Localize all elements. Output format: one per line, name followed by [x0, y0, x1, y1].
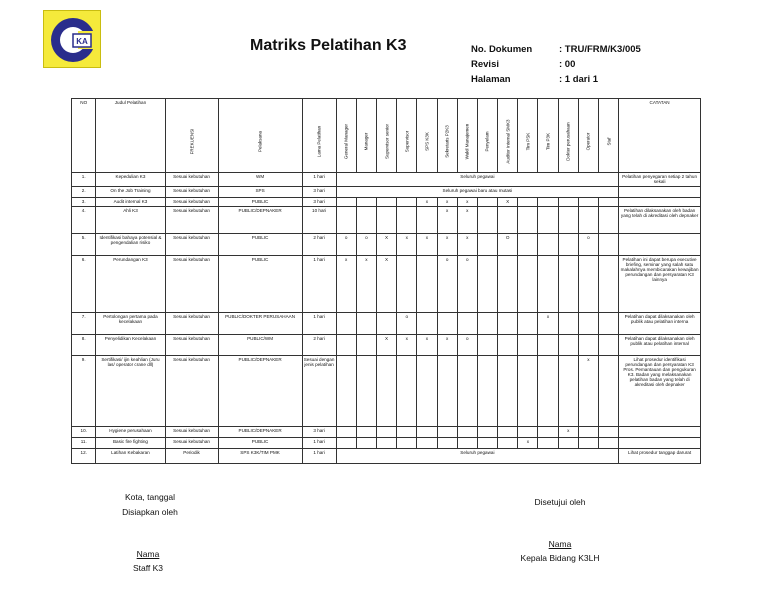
cell-mark: [477, 356, 497, 427]
cell-mark: [336, 427, 356, 438]
cell-lama: 3 hari: [302, 427, 336, 438]
table-row: [72, 356, 701, 427]
cell-mark: [437, 427, 457, 438]
table-row: [72, 234, 701, 256]
cell-mark: [417, 256, 437, 313]
cell-mark: [578, 335, 598, 356]
cell-frekuensi: Sesuai kebutuhan: [165, 207, 218, 234]
cell-judul: Penyelidikan Kecelakaan: [96, 335, 165, 356]
cell-mark: [437, 313, 457, 335]
cell-frekuensi: Sesuai kebutuhan: [165, 256, 218, 313]
cell-lama: 1 hari: [302, 173, 336, 187]
cell-no: 1.: [72, 173, 96, 187]
cell-mark: [417, 313, 437, 335]
cell-mark: [477, 335, 497, 356]
cell-mark: [397, 198, 417, 207]
cell-mark: [397, 207, 417, 234]
cell-pelaksana: WM: [218, 173, 302, 187]
cell-catatan: Lihat prosedur identifikasi perundangan dan persyaratan K3 Pros. Pemantauan dan pengukuran K3. Badan yang melaksanakan pelatihan badan yang telah di akreditasi oleh depnaker: [619, 356, 701, 427]
cell-mark: o: [356, 234, 376, 256]
cell-mark: [477, 427, 497, 438]
cell-frekuensi: Periodik: [165, 449, 218, 464]
cell-judul: Identifikasi bahaya potensial & pengendalian risiko: [96, 234, 165, 256]
cell-pelaksana: PUBLIC/DEPNAKER: [218, 207, 302, 234]
cell-mark: [538, 438, 558, 449]
table-body: [72, 173, 701, 464]
cell-lama: 1 hari: [302, 438, 336, 449]
cell-catatan: [619, 198, 701, 207]
cell-pelaksana: PUBLIC: [218, 438, 302, 449]
cell-target-all: Seluruh pegawai: [336, 173, 619, 187]
sign-right-approved: Disetujui oleh: [534, 497, 586, 507]
header-role: Penyelam: [477, 99, 497, 173]
table-row: [72, 207, 701, 234]
cell-mark: [477, 234, 497, 256]
header-frekuensi: FREKUENSI: [165, 99, 218, 173]
cell-judul: Basic fire fighting: [96, 438, 165, 449]
cell-mark: [599, 234, 619, 256]
header-role: Staf: [599, 99, 619, 173]
cell-mark: [578, 198, 598, 207]
cell-mark: [498, 438, 518, 449]
cell-no: 7.: [72, 313, 96, 335]
cell-pelaksana: PUBLIC/DEPNAKER: [218, 427, 302, 438]
header-lama: Lama Pelatihan: [302, 99, 336, 173]
cell-mark: [498, 313, 518, 335]
table-row: [72, 313, 701, 335]
cell-mark: x: [437, 198, 457, 207]
cell-pelaksana: SPS: [218, 187, 302, 198]
cell-mark: [356, 427, 376, 438]
cell-mark: x: [457, 234, 477, 256]
cell-mark: [558, 207, 578, 234]
document-title: Matriks Pelatihan K3: [250, 37, 407, 54]
cell-judul: Sertifikasi/ ijin keahlian (Juru las/ operator crane dll): [96, 356, 165, 427]
cell-mark: X: [498, 198, 518, 207]
cell-mark: [477, 207, 497, 234]
cell-mark: [397, 438, 417, 449]
cell-mark: [376, 207, 396, 234]
cell-mark: o: [336, 234, 356, 256]
cell-mark: [457, 313, 477, 335]
cell-judul: Perundangan K3: [96, 256, 165, 313]
header-role: Operator: [578, 99, 598, 173]
cell-mark: [578, 427, 598, 438]
cell-pelaksana: PUBLIC/WM: [218, 335, 302, 356]
sign-left-prepared: Disiapkan oleh: [122, 507, 178, 517]
cell-mark: [336, 313, 356, 335]
cell-lama: 1 hari: [302, 313, 336, 335]
cell-catatan: Lihat prosedur tanggap darurat: [619, 449, 701, 464]
cell-lama: 3 hari: [302, 187, 336, 198]
cell-mark: [336, 207, 356, 234]
cell-mark: [558, 198, 578, 207]
cell-mark: [498, 335, 518, 356]
cell-mark: o: [457, 335, 477, 356]
cell-mark: [376, 313, 396, 335]
cell-mark: x: [457, 207, 477, 234]
cell-mark: [477, 198, 497, 207]
cell-no: 4.: [72, 207, 96, 234]
cell-frekuensi: Sesuai kebutuhan: [165, 356, 218, 427]
cell-no: 8.: [72, 335, 96, 356]
cell-mark: o: [437, 256, 457, 313]
meta-row-revision: [471, 57, 641, 72]
cell-mark: [558, 256, 578, 313]
cell-mark: [417, 356, 437, 427]
cell-mark: [356, 356, 376, 427]
cell-frekuensi: Sesuai kebutuhan: [165, 335, 218, 356]
table-header-row: [72, 99, 701, 173]
cell-mark: x: [558, 427, 578, 438]
header-role: Manager: [356, 99, 376, 173]
cell-mark: o: [397, 313, 417, 335]
cell-mark: [599, 438, 619, 449]
cell-mark: x: [437, 234, 457, 256]
cell-judul: Audit internal K3: [96, 198, 165, 207]
header-role: Wakil Manajemen: [457, 99, 477, 173]
meta-value: : 00: [559, 59, 576, 70]
cell-pelaksana: PUBLIC: [218, 256, 302, 313]
cell-catatan: [619, 427, 701, 438]
sign-right-position: Kepala Bidang K3LH: [520, 553, 600, 563]
cell-no: 11.: [72, 438, 96, 449]
cell-mark: [538, 427, 558, 438]
logo-emblem: [44, 11, 102, 69]
cell-mark: [518, 356, 538, 427]
meta-value: : TRU/FRM/K3/005: [559, 44, 641, 55]
cell-mark: [477, 313, 497, 335]
cell-mark: [558, 335, 578, 356]
cell-mark: [356, 207, 376, 234]
cell-target-all: Seluruh pegawai baru atau mutasi: [336, 187, 619, 198]
cell-mark: [498, 256, 518, 313]
sign-left-position: Staff K3: [132, 563, 164, 573]
cell-mark: [376, 198, 396, 207]
cell-no: 12.: [72, 449, 96, 464]
cell-frekuensi: Sesuai kebutuhan: [165, 427, 218, 438]
cell-catatan: Pelatihan penyegaran setiap 2 tahun sekali: [619, 173, 701, 187]
cell-judul: Hygiene perusahaan: [96, 427, 165, 438]
cell-mark: [578, 313, 598, 335]
cell-mark: [538, 207, 558, 234]
cell-mark: [417, 207, 437, 234]
cell-mark: [578, 256, 598, 313]
cell-mark: x: [457, 198, 477, 207]
cell-mark: [498, 427, 518, 438]
cell-mark: [518, 198, 538, 207]
cell-mark: [336, 335, 356, 356]
header-role: SPS K3K: [417, 99, 437, 173]
cell-mark: x: [518, 438, 538, 449]
cell-mark: [558, 234, 578, 256]
training-matrix-table: [71, 98, 701, 464]
cell-judul: Latihan Kebakaran: [96, 449, 165, 464]
document-meta: [471, 42, 641, 87]
cell-mark: [599, 313, 619, 335]
header-role: Tim P3K: [538, 99, 558, 173]
cell-pelaksana: PUBLIC/DOKTER PERUSAHAAN: [218, 313, 302, 335]
cell-catatan: Pelatihan ini dapat berupa executive briefing, seminar yang salah satu makalahnya membicarakan kewajiban perundangan dan persyaratan K3 lainnya: [619, 256, 701, 313]
cell-frekuensi: Sesuai kebutuhan: [165, 173, 218, 187]
cell-mark: [558, 438, 578, 449]
table-row: [72, 427, 701, 438]
cell-target-all: Seluruh pegawai: [336, 449, 619, 464]
cell-lama: 2 hari: [302, 335, 336, 356]
cell-mark: [356, 198, 376, 207]
cell-no: 10.: [72, 427, 96, 438]
cell-mark: [397, 427, 417, 438]
cell-mark: [538, 256, 558, 313]
cell-mark: [457, 438, 477, 449]
header-pelaksana: Pelaksana: [218, 99, 302, 173]
cell-mark: [336, 198, 356, 207]
cell-catatan: Pelatihan dapat dilaksanakan oleh publik atau pelatihan interna: [619, 313, 701, 335]
cell-mark: [437, 438, 457, 449]
cell-judul: Kepedulian K3: [96, 173, 165, 187]
cell-catatan: Pelatihan dilaksanakan oleh badan yang telah di akreditasi oleh depnaker: [619, 207, 701, 234]
cell-mark: [538, 234, 558, 256]
cell-mark: [457, 427, 477, 438]
cell-mark: [578, 207, 598, 234]
meta-row-doc-number: [471, 42, 641, 57]
cell-mark: X: [376, 335, 396, 356]
cell-mark: x: [437, 335, 457, 356]
cell-no: 3.: [72, 198, 96, 207]
cell-mark: x: [417, 335, 437, 356]
cell-mark: [518, 207, 538, 234]
cell-judul: Ahli K3: [96, 207, 165, 234]
cell-mark: [397, 256, 417, 313]
cell-mark: X: [376, 234, 396, 256]
cell-mark: [477, 256, 497, 313]
header-role: Sekretaris P2K3: [437, 99, 457, 173]
cell-catatan: [619, 234, 701, 256]
cell-pelaksana: PUBLIC: [218, 234, 302, 256]
table-row: [72, 335, 701, 356]
header-role: Supervisor senior: [376, 99, 396, 173]
cell-mark: x: [417, 234, 437, 256]
cell-pelaksana: PUBLIC/DEPNAKER: [218, 356, 302, 427]
cell-mark: [518, 335, 538, 356]
cell-mark: [397, 356, 417, 427]
cell-frekuensi: Sesuai kebutuhan: [165, 187, 218, 198]
cell-mark: [599, 198, 619, 207]
cell-frekuensi: Sesuai kebutuhan: [165, 313, 218, 335]
cell-mark: [336, 356, 356, 427]
cell-mark: [356, 335, 376, 356]
cell-mark: o: [578, 234, 598, 256]
cell-no: 5.: [72, 234, 96, 256]
cell-mark: x: [417, 198, 437, 207]
meta-label: Halaman: [471, 74, 511, 85]
cell-mark: x: [578, 356, 598, 427]
cell-judul: Pertolongan pertama pada kecelakaan: [96, 313, 165, 335]
cell-catatan: Pelatihan dapat dilaksanakan oleh publik atau pelatihan internal: [619, 335, 701, 356]
cell-pelaksana: SPS K3K/TIM PMK: [218, 449, 302, 464]
cell-mark: x: [437, 207, 457, 234]
cell-mark: [498, 356, 518, 427]
cell-mark: [599, 207, 619, 234]
cell-mark: [558, 356, 578, 427]
cell-mark: x: [397, 335, 417, 356]
cell-mark: [356, 313, 376, 335]
header-role: Auditor Internal SMK3: [498, 99, 518, 173]
cell-mark: [518, 234, 538, 256]
cell-mark: x: [397, 234, 417, 256]
header-role: Tim PSK: [518, 99, 538, 173]
cell-mark: [457, 356, 477, 427]
cell-mark: [477, 438, 497, 449]
cell-no: 9.: [72, 356, 96, 427]
cell-frekuensi: Sesuai kebutuhan: [165, 438, 218, 449]
meta-label: No. Dokumen: [471, 44, 533, 55]
table-row: [72, 173, 701, 187]
cell-mark: O: [498, 234, 518, 256]
cell-mark: [518, 256, 538, 313]
cell-mark: [538, 356, 558, 427]
cell-mark: [417, 438, 437, 449]
cell-lama: 2 hari: [302, 234, 336, 256]
cell-mark: [599, 427, 619, 438]
cell-mark: [599, 335, 619, 356]
cell-mark: [558, 313, 578, 335]
cell-mark: [336, 438, 356, 449]
cell-catatan: [619, 187, 701, 198]
cell-mark: x: [538, 313, 558, 335]
header-no: NO: [72, 99, 96, 173]
cell-lama: Sesuai dengan jenis pelatihan: [302, 356, 336, 427]
cell-lama: 1 hari: [302, 449, 336, 464]
cell-mark: [356, 438, 376, 449]
meta-value: : 1 dari 1: [559, 74, 599, 85]
sign-left-name: Nama: [136, 549, 160, 559]
cell-no: 6.: [72, 256, 96, 313]
cell-catatan: [619, 438, 701, 449]
cell-mark: [599, 356, 619, 427]
company-logo: [43, 10, 101, 68]
cell-mark: x: [336, 256, 356, 313]
meta-row-page: [471, 72, 641, 87]
cell-mark: X: [376, 256, 396, 313]
cell-frekuensi: Sesuai kebutuhan: [165, 198, 218, 207]
cell-mark: [376, 356, 396, 427]
header-judul: Judul Pelatihan: [96, 99, 165, 173]
cell-mark: [417, 427, 437, 438]
header-role: General Manager: [336, 99, 356, 173]
cell-mark: x: [356, 256, 376, 313]
table-row: [72, 449, 701, 464]
sign-left-place-date: Kota, tanggal: [124, 492, 176, 502]
cell-lama: 3 hari: [302, 198, 336, 207]
cell-no: 2.: [72, 187, 96, 198]
sign-right-name: Nama: [548, 539, 572, 549]
cell-mark: [376, 438, 396, 449]
cell-frekuensi: Sesuai kebutuhan: [165, 234, 218, 256]
cell-mark: [437, 356, 457, 427]
cell-mark: [518, 313, 538, 335]
cell-mark: [498, 207, 518, 234]
header-role: Dokter perusahaan: [558, 99, 578, 173]
cell-mark: [538, 335, 558, 356]
table-row: [72, 256, 701, 313]
header-role: Supervisor: [397, 99, 417, 173]
table-row: [72, 187, 701, 198]
meta-label: Revisi: [471, 59, 499, 70]
cell-mark: o: [457, 256, 477, 313]
cell-pelaksana: PUBLIC: [218, 198, 302, 207]
cell-mark: [578, 438, 598, 449]
logo-text: KA: [76, 37, 88, 46]
cell-mark: [518, 427, 538, 438]
cell-lama: 10 hari: [302, 207, 336, 234]
cell-mark: [599, 256, 619, 313]
table-row: [72, 198, 701, 207]
cell-mark: [376, 427, 396, 438]
cell-mark: [538, 198, 558, 207]
table-row: [72, 438, 701, 449]
header-catatan: CATATAN: [619, 99, 701, 173]
cell-judul: On the Job Training: [96, 187, 165, 198]
cell-lama: 1 hari: [302, 256, 336, 313]
